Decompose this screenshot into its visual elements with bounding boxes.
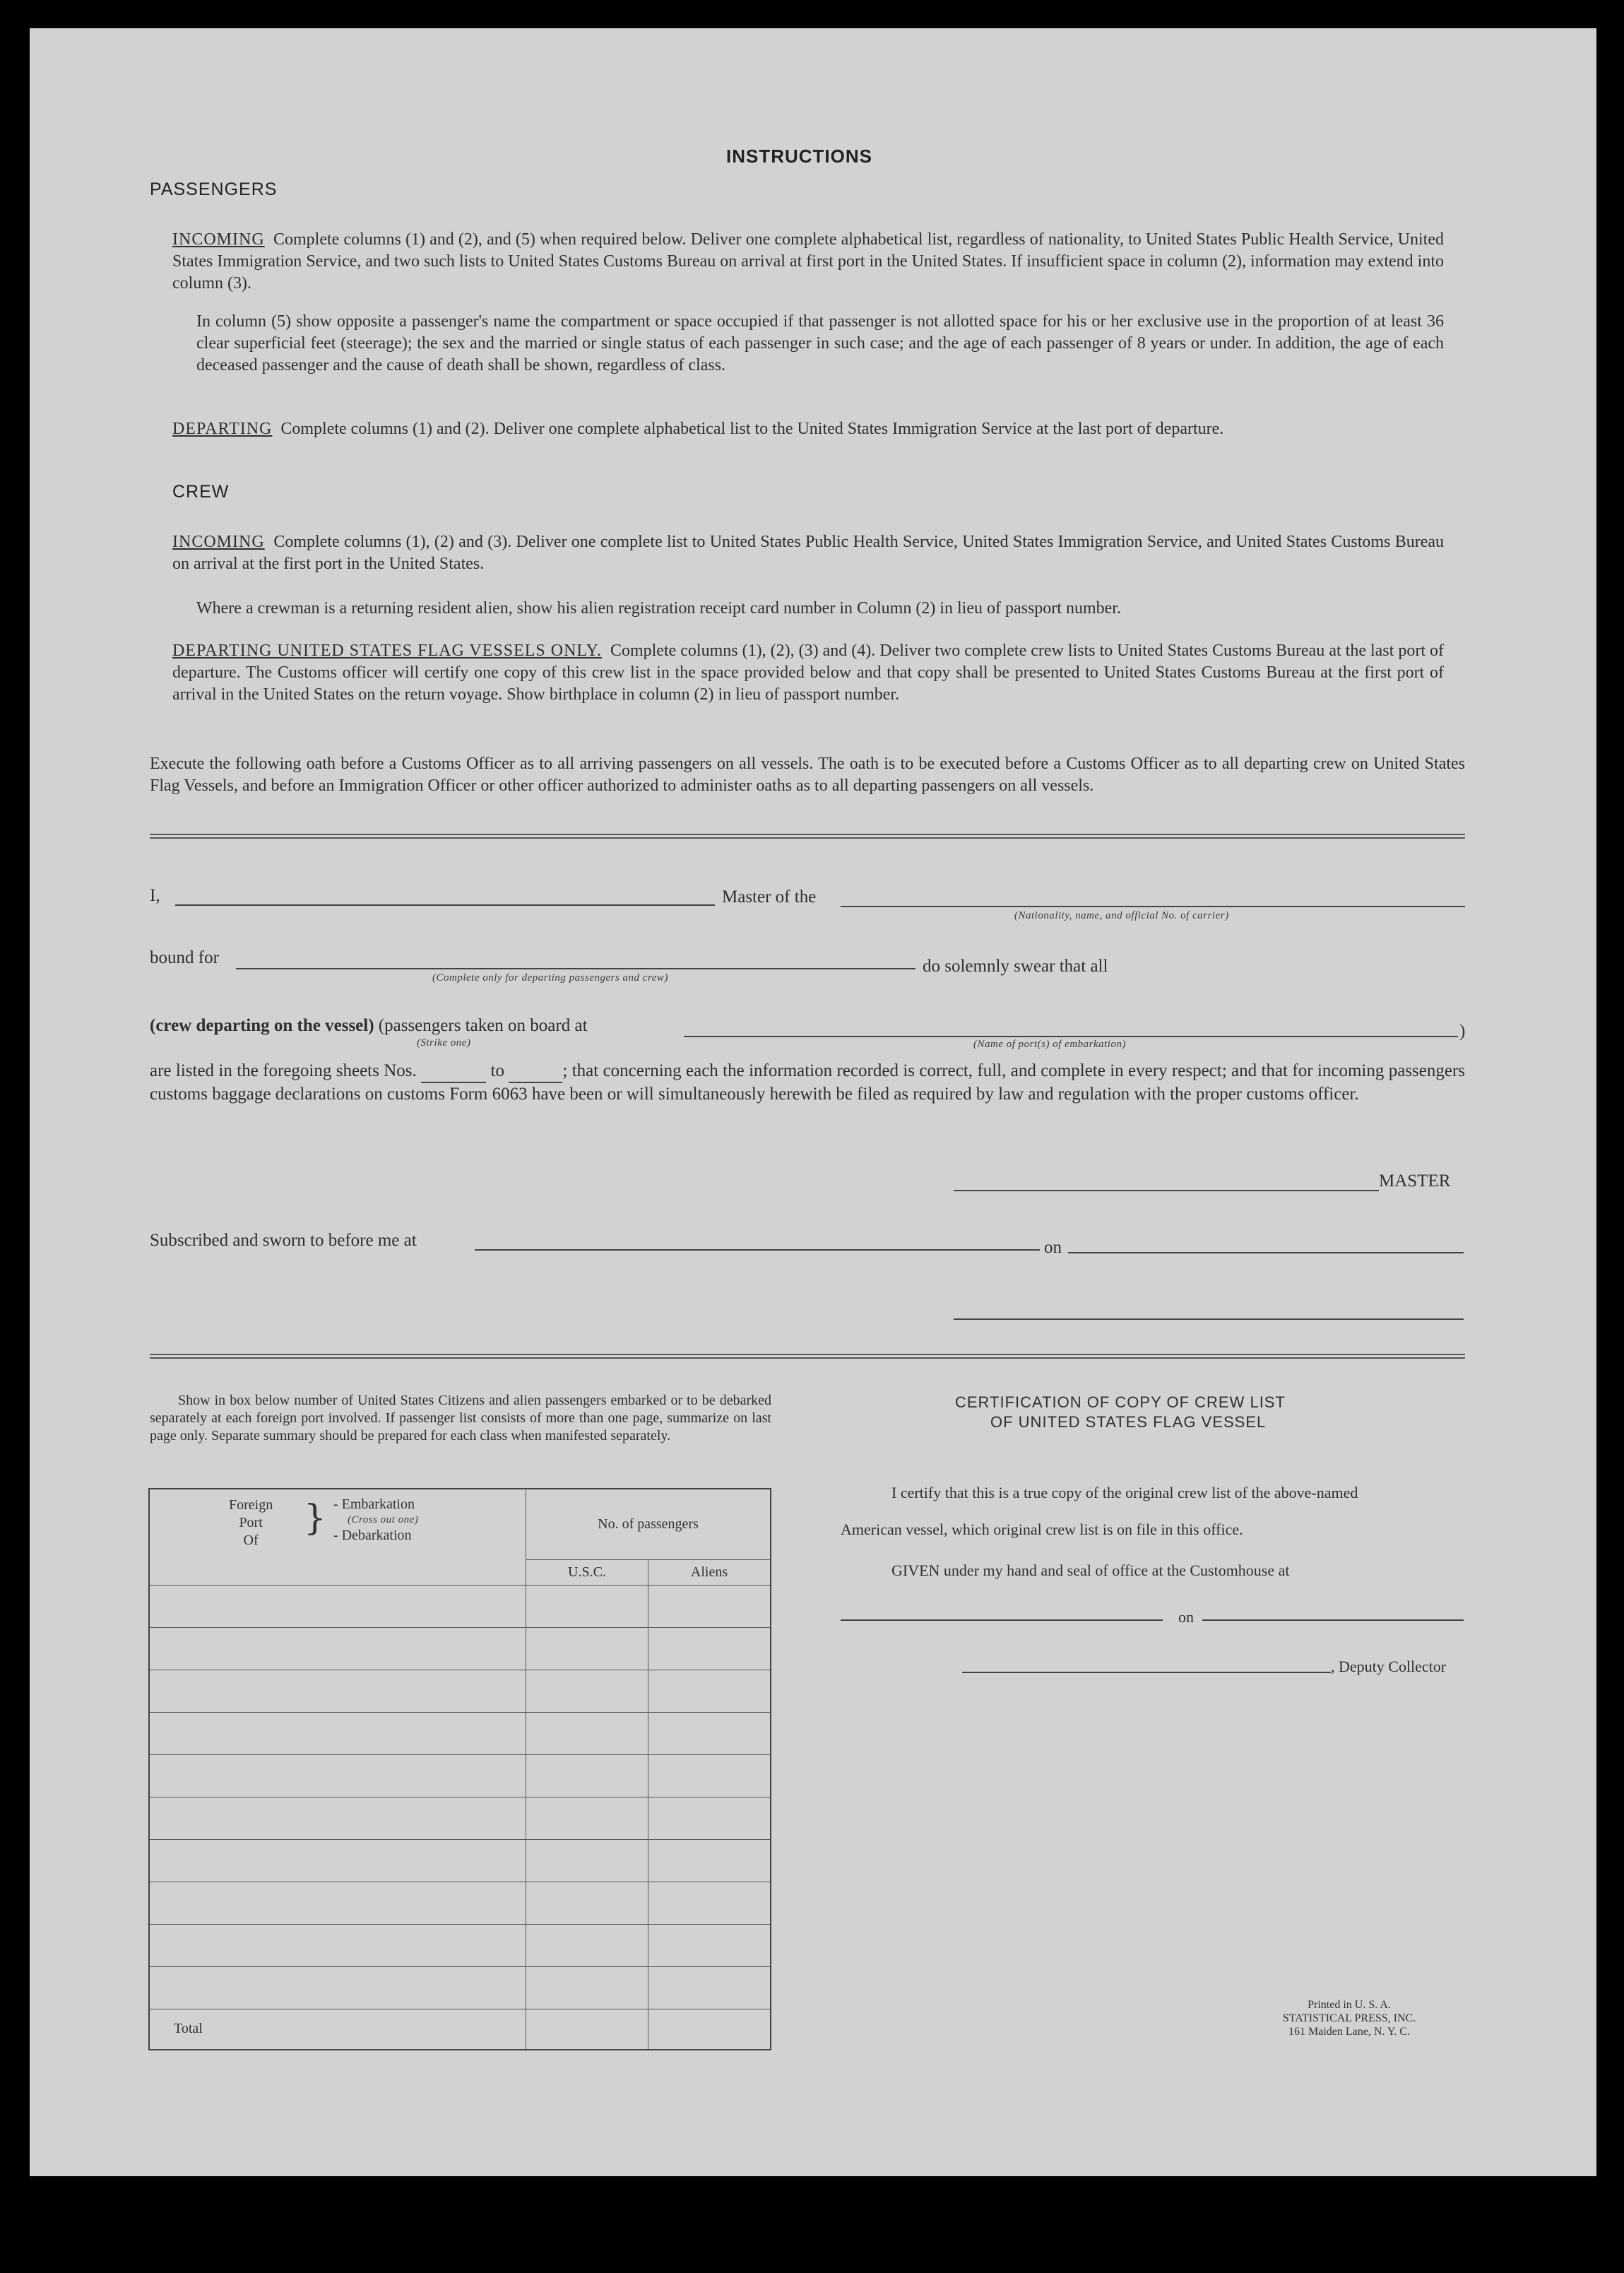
embarkation-label[interactable]: - Embarkation (333, 1496, 415, 1512)
certification-title-1: CERTIFICATION OF COPY OF CREW LIST (955, 1393, 1286, 1411)
crew-departing-label: DEPARTING UNITED STATES FLAG VESSELS ONLY. (172, 642, 602, 660)
close-paren: ) (1459, 1022, 1466, 1041)
table-row[interactable] (149, 1924, 771, 1966)
passengers-heading: PASSENGERS (150, 179, 278, 199)
carrier-field[interactable] (841, 906, 1465, 907)
certification-title-2: OF UNITED STATES FLAG VESSEL (990, 1413, 1267, 1431)
bound-for-field[interactable] (236, 968, 915, 969)
master-signature-field[interactable] (954, 1190, 1379, 1191)
deputy-signature-field[interactable] (962, 1672, 1331, 1673)
deputy-collector-label: , Deputy Collector (1331, 1658, 1447, 1675)
instructions-title: INSTRUCTIONS (726, 146, 872, 167)
listed-to: to (490, 1061, 504, 1080)
customhouse-field[interactable] (841, 1619, 1163, 1621)
strike-hint: (Strike one) (417, 1037, 471, 1049)
crew-resident-instructions: Where a crewman is a returning resident alien, show his alien registration receipt card number in Column (2) in lieu of passport number. (196, 599, 1121, 618)
sheet-from-field[interactable] (421, 1060, 486, 1083)
officer-signature-field[interactable] (954, 1318, 1464, 1320)
cross-out-hint: (Cross out one) (348, 1514, 419, 1525)
table-row[interactable] (149, 1882, 771, 1924)
passengers-departing-section (172, 418, 1444, 440)
printer-imprint (1243, 1998, 1455, 2038)
divider (150, 834, 1465, 839)
crew-incoming-text: Complete columns (1), (2) and (3). Deliver one complete list to United States Public Health Service, United States Immigration Service, and United States Customs Bureau on arrival at the first port in the United States. (172, 533, 1445, 573)
given-line: GIVEN under my hand and seal of office at the Customhouse at (891, 1561, 1290, 1579)
passenger-summary-table (148, 1488, 771, 2050)
strike-options (150, 1016, 588, 1036)
sworn-place-field[interactable] (475, 1249, 1040, 1251)
crew-heading: CREW (172, 482, 230, 502)
cert-date-field[interactable] (1202, 1619, 1464, 1621)
usc-header: U.S.C. (526, 1559, 648, 1585)
listed-prefix: are listed in the foregoing sheets Nos. (150, 1061, 417, 1080)
table-row[interactable] (149, 1797, 771, 1839)
passengers-incoming-section (172, 229, 1444, 295)
printer-line-1: Printed in U. S. A. (1308, 1999, 1391, 2011)
passengers-incoming-label: INCOMING (172, 230, 265, 249)
port-embarkation-field[interactable] (684, 1036, 1458, 1037)
carrier-hint: (Nationality, name, and official No. of carrier) (1014, 910, 1229, 921)
port-label: Port (239, 1515, 263, 1530)
oath-instruction: Execute the following oath before a Customs Officer as to all arriving passengers on all vessels. The oath is to be executed before a Customs Officer as to all departing crew on United States Flag Vessels, and before an Immigration Officer or other officer authorized to administer oaths as to all departing passengers on all vessels. (150, 755, 1465, 795)
table-row[interactable] (149, 1839, 771, 1882)
bound-for-label: bound for (150, 948, 219, 967)
port-hint: (Name of port(s) of embarkation) (973, 1039, 1126, 1050)
foreign-label: Foreign (229, 1497, 273, 1513)
crew-departing-section (172, 640, 1444, 706)
table-row[interactable] (149, 1670, 771, 1712)
divider (150, 1354, 1465, 1359)
subscribed-label: Subscribed and sworn to before me at (150, 1231, 417, 1250)
table-row[interactable] (149, 1754, 771, 1797)
summary-instruction: Show in box below number of United States Citizens and alien passengers embarked or to be debarked separately at each foreign port involved. If passenger list consists of more than one page, summarize on last page only. Separate summary should be prepared for each class when manifested separately. (150, 1393, 771, 1443)
crew-incoming-label: INCOMING (172, 533, 265, 551)
foreign-port-header (149, 1489, 526, 1585)
sworn-date-field[interactable] (1068, 1252, 1464, 1253)
table-row[interactable] (149, 1966, 771, 2009)
table-header-row (149, 1489, 771, 1559)
passengers-taken-option[interactable]: (passengers taken on board at (378, 1016, 588, 1035)
oath-i-label: I, (150, 886, 160, 905)
of-label: Of (243, 1533, 259, 1548)
certify-line-1: I certify that this is a true copy of the original crew list of the above-named (891, 1484, 1358, 1501)
debarkation-label[interactable]: - Debarkation (333, 1528, 412, 1543)
total-label: Total (149, 2009, 526, 2050)
cert-on-label: on (1178, 1608, 1194, 1626)
crew-incoming-section (172, 531, 1444, 575)
listed-statement (150, 1060, 1465, 1105)
passengers-departing-label: DEPARTING (172, 420, 273, 438)
crew-departing-option[interactable]: (crew departing on the vessel) (150, 1016, 374, 1035)
oath-on-label: on (1044, 1238, 1062, 1257)
crew-departing-text: Complete columns (1), (2), (3) and (4). Deliver two complete crew lists to United States Customs Bureau at the last port of departure. The Customs officer will certify one copy of this crew list in the space provided below and that copy shall be presented to United States Customs Bureau at the first port of arrival in the United States on the return voyage. Show birthplace in column (2) in lieu of passport number. (172, 642, 1444, 704)
passengers-incoming-text: Complete columns (1) and (2), and (5) when required below. Deliver one complete alphabetical list, regardless of nationality, to United States Public Health Service, United States Immigration Service, and two such lists to United States Customs Bureau on arrival at first port in the United States. If insufficient space in column (2), information may extend into column (3). (172, 230, 1444, 293)
aliens-header: Aliens (648, 1559, 771, 1585)
certify-line-2: American vessel, which original crew list is on file in this office. (841, 1521, 1243, 1538)
table-row[interactable] (149, 1585, 771, 1627)
table-row[interactable] (149, 1712, 771, 1754)
total-row[interactable] (149, 2009, 771, 2050)
brace-icon: } (304, 1497, 326, 1538)
table-row[interactable] (149, 1627, 771, 1670)
sheet-to-field[interactable] (509, 1060, 562, 1083)
master-name-field[interactable] (175, 904, 715, 906)
column5-instructions: In column (5) show opposite a passenger's name the compartment or space occupied if that passenger is not allotted space for his or her exclusive use in the proportion of at least 36 clear superficial feet (steerage); the sex and the married or single status of each passenger in such case; and the age of each passenger of 8 years or under. In addition, the age of each deceased passenger and the cause of death shall be shown, regardless of class. (196, 312, 1444, 374)
bound-for-hint: (Complete only for departing passengers and crew) (432, 972, 668, 984)
swear-label: do solemnly swear that all (923, 957, 1108, 976)
listed-suffix: ; that concerning each the information recorded is correct, full, and complete in every respect; and that for incoming passengers customs baggage declarations on customs Form 6063 have been or will simultaneously herewith be filed as required by law and regulation with the proper customs officer. (150, 1061, 1466, 1104)
no-of-passengers-header: No. of passengers (526, 1489, 771, 1559)
printer-line-2: STATISTICAL PRESS, INC. (1282, 2012, 1416, 2024)
master-of-the-label: Master of the (722, 887, 817, 907)
passengers-departing-text: Complete columns (1) and (2). Deliver one complete alphabetical list to the United States Immigration Service at the last port of departure. (280, 420, 1224, 438)
printer-line-3: 161 Maiden Lane, N. Y. C. (1288, 2026, 1410, 2038)
master-label: MASTER (1379, 1171, 1451, 1191)
